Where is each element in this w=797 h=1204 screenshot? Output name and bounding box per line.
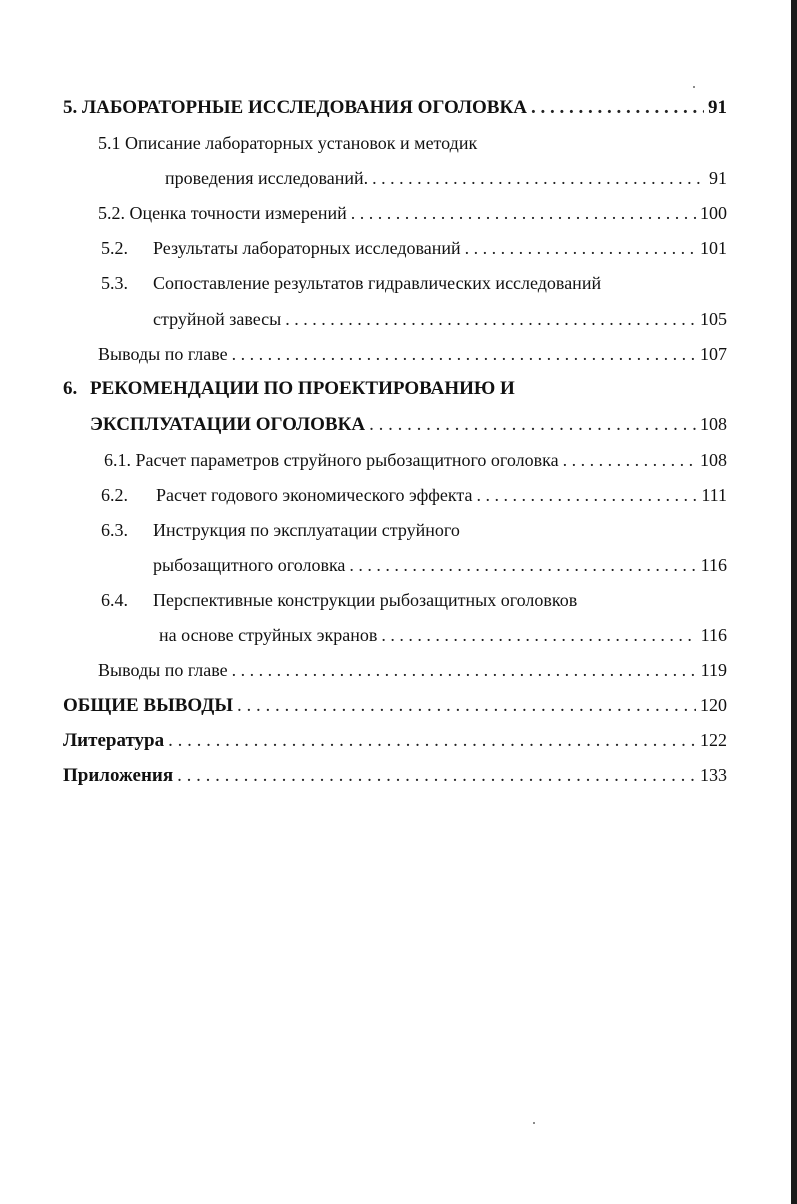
- toc-entry-conclusions-6[interactable]: [0, 655, 797, 685]
- toc-entry-title: ОБЩИЕ ВЫВОДЫ: [63, 695, 233, 716]
- toc-page-number: 116: [700, 625, 727, 645]
- toc-page-number: 116: [700, 555, 727, 575]
- toc-entry-title: 5. ЛАБОРАТОРНЫЕ ИССЛЕДОВАНИЯ ОГОЛОВКА: [63, 97, 527, 118]
- toc-page-number: 101: [700, 238, 727, 258]
- toc-entry-title: Перспективные конструкции рыбозащитных оголовков: [153, 590, 578, 610]
- toc-entry-6-4-line1[interactable]: [0, 585, 797, 615]
- toc-entry-title: РЕКОМЕНДАЦИИ ПО ПРОЕКТИРОВАНИЮ И: [90, 378, 515, 399]
- toc-entry-literature[interactable]: [0, 725, 797, 755]
- toc-entry-title: 5.2. Оценка точности измерений: [98, 203, 347, 223]
- toc-entry-conclusions-5[interactable]: [0, 339, 797, 369]
- toc-entry-title: Выводы по главе: [98, 344, 228, 364]
- toc-entry-number: 5.3.: [101, 273, 128, 293]
- toc-entry-title-cont: рыбозащитного оголовка: [153, 555, 346, 575]
- toc-leader-dots: [476, 480, 697, 510]
- toc-leader-dots: [168, 726, 696, 756]
- toc-page-number: 100: [700, 203, 727, 223]
- toc-entry-6-3-line1[interactable]: [0, 515, 797, 545]
- toc-entry-6-2[interactable]: [0, 480, 797, 510]
- toc-page-number: 91: [709, 168, 727, 188]
- toc-page-number: 122: [700, 730, 727, 750]
- toc-entry-title-cont: на основе струйных экранов: [159, 625, 378, 645]
- toc-page-number: 111: [701, 485, 727, 505]
- toc-entry-title: Расчет годового экономического эффекта: [156, 485, 473, 505]
- toc-leader-dots: [465, 233, 696, 263]
- toc-entry-5-1-line1[interactable]: [0, 128, 797, 158]
- toc-entry-5-2-accuracy[interactable]: [0, 198, 797, 228]
- toc-page-number: 105: [700, 309, 727, 329]
- toc-entry-number: 6.3.: [101, 520, 128, 540]
- toc-entry-title: Инструкция по эксплуатации струйного: [153, 520, 460, 540]
- toc-entry-number: 6.4.: [101, 590, 128, 610]
- toc-page-number: 133: [700, 765, 727, 785]
- toc-leader-dots: [232, 655, 697, 685]
- toc-entry-number: 5.2.: [101, 238, 128, 258]
- toc-entry-title: Выводы по главе: [98, 660, 228, 680]
- toc-page-number: 108: [700, 450, 727, 470]
- toc-leader-dots: [351, 198, 696, 228]
- toc-entry-6-3-line2[interactable]: [0, 550, 797, 580]
- toc-entry-number: 6.2.: [101, 485, 128, 505]
- toc-entry-5-2-results[interactable]: [0, 233, 797, 263]
- toc-entry-5-1-line2[interactable]: [0, 163, 797, 193]
- toc-entry-title: Литература: [63, 730, 165, 751]
- toc-entry-chapter-6-line1[interactable]: [0, 374, 797, 404]
- toc-leader-dots: [237, 691, 696, 721]
- toc-page-number: 107: [700, 344, 727, 364]
- toc-entry-appendices[interactable]: [0, 760, 797, 790]
- toc-entry-title-cont: струйной завесы: [153, 309, 282, 329]
- toc-leader-dots: [349, 550, 696, 580]
- toc-entry-number: 6.: [63, 378, 78, 399]
- toc-entry-chapter-5[interactable]: [0, 93, 797, 123]
- toc-entry-title: Сопоставление результатов гидравлических исследований: [153, 273, 602, 293]
- toc-entry-6-4-line2[interactable]: [0, 620, 797, 650]
- toc-page-number: 91: [708, 97, 727, 118]
- toc-leader-dots: [372, 163, 705, 193]
- toc-entry-title: 5.1 Описание лабораторных установок и методик: [98, 133, 478, 153]
- toc-leader-dots: [531, 93, 704, 123]
- toc-leader-dots: [232, 339, 696, 369]
- toc-entry-title-cont: проведения исследований.: [165, 168, 369, 188]
- toc-page-number: 119: [700, 660, 727, 680]
- toc-entry-title: Приложения: [63, 765, 174, 786]
- toc-entry-5-3-line1[interactable]: [0, 268, 797, 298]
- toc-leader-dots: [381, 620, 696, 650]
- toc-entry-title: 6.1. Расчет параметров струйного рыбозащитного оголовка: [104, 450, 559, 470]
- toc-entry-title: Результаты лабораторных исследований: [153, 238, 461, 258]
- toc-page-number: 108: [700, 414, 727, 434]
- toc-entry-title-cont: ЭКСПЛУАТАЦИИ ОГОЛОВКА: [90, 414, 366, 435]
- toc-entry-chapter-6-line2[interactable]: [0, 409, 797, 439]
- toc-entry-general-conclusions[interactable]: [0, 690, 797, 720]
- toc-leader-dots: [177, 761, 696, 791]
- toc-leader-dots: [563, 445, 696, 475]
- toc-page-number: 120: [700, 695, 727, 715]
- toc-entry-6-1[interactable]: [0, 445, 797, 475]
- toc-leader-dots: [369, 410, 696, 440]
- toc-leader-dots: [285, 304, 696, 334]
- toc-entry-5-3-line2[interactable]: [0, 304, 797, 334]
